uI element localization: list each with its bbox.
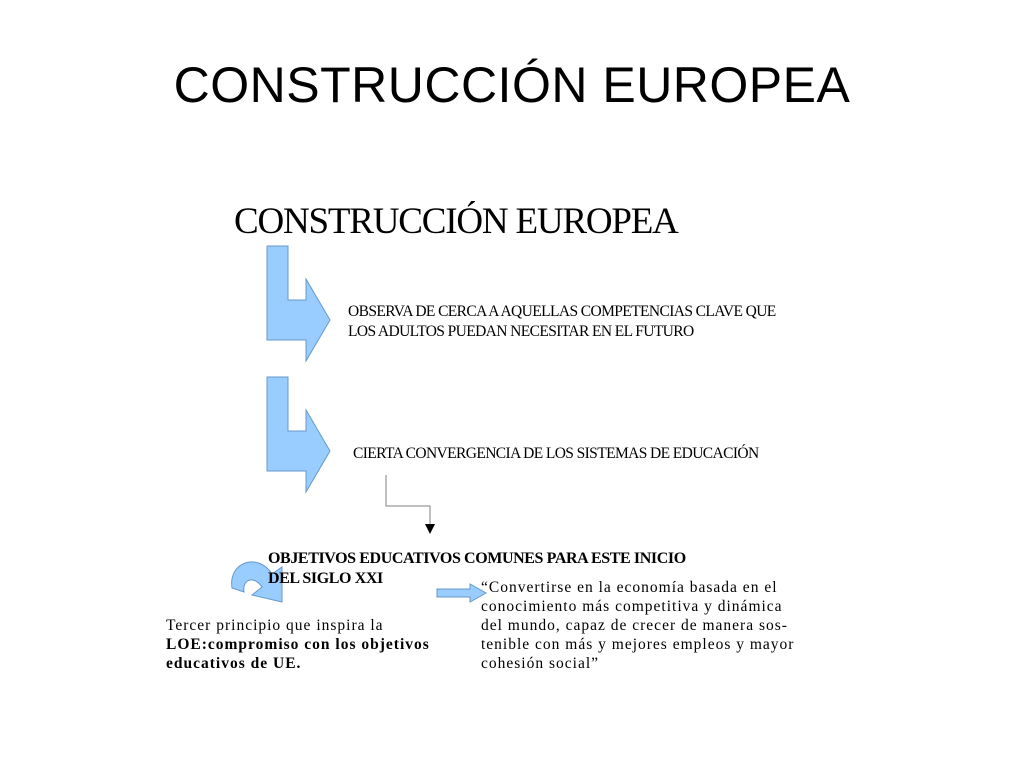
principle-line: educativos de UE.: [166, 655, 302, 672]
bent-arrow-1: [267, 246, 330, 361]
principle-line: Tercer principio que inspira la: [166, 617, 384, 634]
step2-text: [353, 444, 759, 464]
objectives-line: OBJETIVOS EDUCATIVOS COMUNES PARA ESTE INICIO: [268, 550, 686, 567]
step1-line: LOS ADULTOS PUEDAN NECESITAR EN EL FUTURO: [348, 323, 694, 340]
step1-text: [348, 302, 776, 342]
principle-text: [166, 616, 430, 673]
step2-label: CIERTA CONVERGENCIA DE LOS SISTEMAS DE EDUCACIÓN: [353, 445, 759, 462]
elbow-connector: [386, 475, 435, 534]
diagram-heading: CONSTRUCCIÓN EUROPEA: [234, 201, 678, 242]
quote-line: tenible con más y mejores empleos y mayor: [481, 636, 795, 653]
quote-line: conocimiento más competitiva y dinámica: [481, 598, 783, 615]
quote-line: “Convertirse en la economía basada en el: [481, 579, 778, 596]
slide-title: CONSTRUCCIÓN EUROPEA: [173, 57, 851, 113]
quote-line: del mundo, capaz de crecer de manera sos-: [481, 617, 788, 634]
step1-line: OBSERVA DE CERCA A AQUELLAS COMPETENCIAS CLAVE QUE: [348, 303, 776, 320]
objectives-line: DEL SIGLO XXI: [268, 570, 383, 587]
principle-line: LOE:compromiso con los objetivos: [166, 636, 430, 653]
bent-arrow-2: [267, 377, 330, 492]
quote-line: cohesión social”: [481, 655, 600, 672]
quote-text: [481, 578, 794, 673]
